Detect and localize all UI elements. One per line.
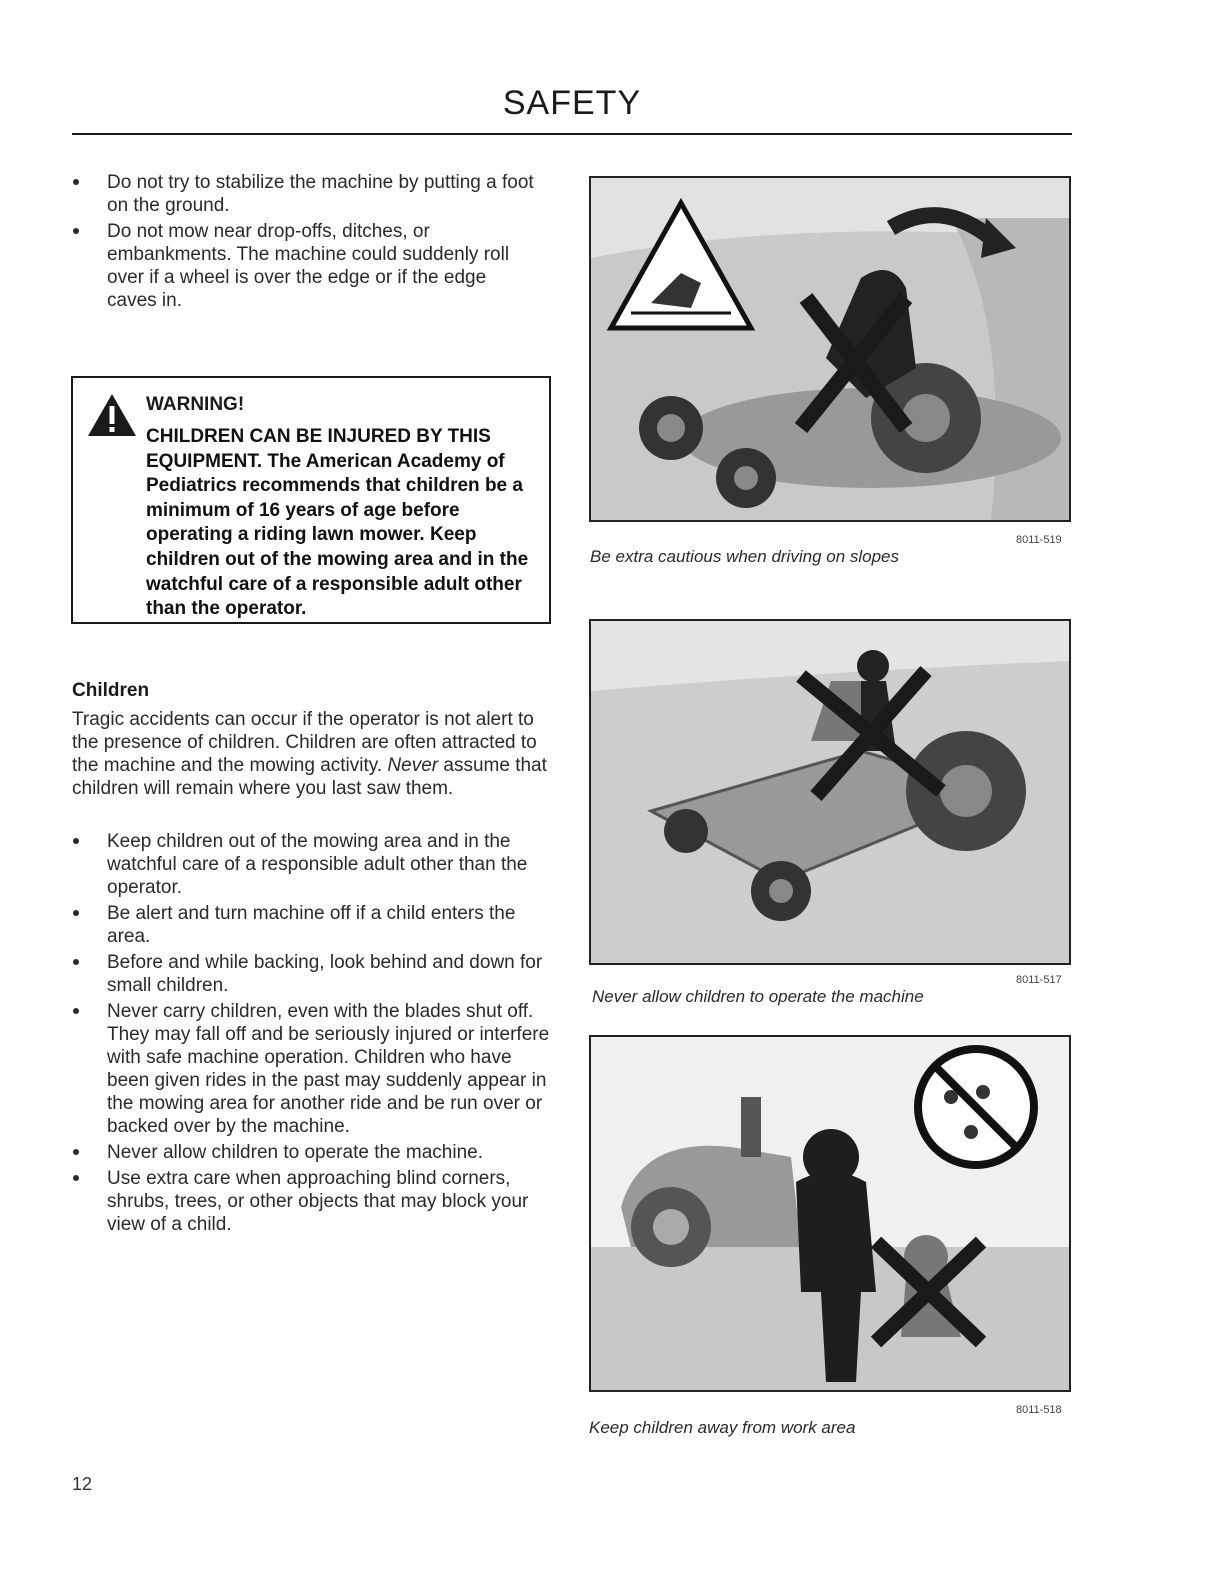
list-item: Never allow children to operate the machine.	[71, 1141, 556, 1164]
list-item: Do not mow near drop-offs, ditches, or embankments. The machine could suddenly roll over if a wheel is over the edge or if the edge caves in.	[71, 220, 541, 312]
section-heading-children: Children	[72, 680, 150, 701]
figure-caption: Be extra cautious when driving on slopes	[590, 547, 900, 566]
figure-child-operating-illustration	[589, 619, 1071, 965]
figure-keep-away-illustration	[589, 1035, 1071, 1392]
figure-slope-illustration	[589, 176, 1071, 522]
figure-code: 8011-517	[1016, 974, 1062, 986]
warning-triangle-icon	[86, 392, 138, 438]
children-paragraph	[72, 708, 552, 800]
list-item: Be alert and turn machine off if a child enters the area.	[71, 902, 556, 948]
intro-bullet-list	[71, 171, 541, 315]
warning-text: CHILDREN CAN BE INJURED BY THIS EQUIPMENT. The American Academy of Pediatrics recommends that children be a minimum of 16 years of age before operating a riding lawn mower. Keep children out of the mowing area and in the watchful care of a responsible adult other than the operator.	[146, 426, 529, 620]
page-number: 12	[72, 1474, 93, 1494]
slope-illustration	[591, 178, 1069, 520]
paragraph-text: Tragic accidents can occur if the operator is not alert to the presence of children. Children are often attracted to the machine and the mowing activity.	[72, 709, 537, 776]
children-bullet-list	[71, 830, 556, 1239]
keep-away-illustration	[591, 1037, 1069, 1390]
paragraph-text: assume that children will remain where you last saw them.	[72, 755, 547, 799]
title-rule	[72, 133, 1072, 135]
list-item: Never carry children, even with the blades shut off. They may fall off and be seriously injured or interfere with safe machine operation. Children who have been given rides in the past may suddenly appear in the mowing area for another ride and be run over or backed over by the machine.	[71, 1000, 556, 1138]
list-item: Do not try to stabilize the machine by putting a foot on the ground.	[71, 171, 541, 217]
list-item: Keep children out of the mowing area and in the watchful care of a responsible adult other than the operator.	[71, 830, 556, 899]
warning-box	[71, 376, 551, 624]
figure-code: 8011-518	[1016, 1404, 1062, 1416]
emphasis-never: Never	[387, 755, 439, 776]
warning-title: WARNING!	[146, 394, 245, 415]
figure-caption: Never allow children to operate the machine	[592, 987, 924, 1006]
page-title: SAFETY	[502, 84, 642, 122]
figure-code: 8011-519	[1016, 534, 1062, 546]
figure-caption: Keep children away from work area	[589, 1418, 856, 1437]
child-operating-illustration	[591, 621, 1069, 963]
list-item: Before and while backing, look behind and down for small children.	[71, 951, 556, 997]
list-item: Use extra care when approaching blind corners, shrubs, trees, or other objects that may block your view of a child.	[71, 1167, 556, 1236]
